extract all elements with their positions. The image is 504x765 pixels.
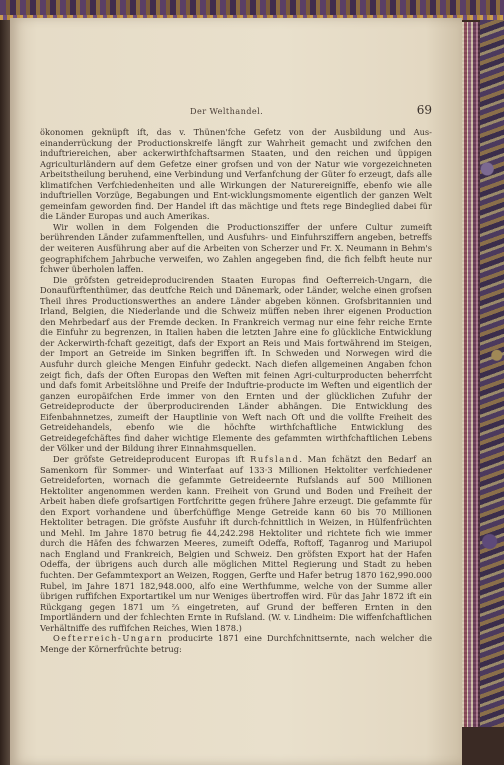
paragraph-text: ökonomen geknüpft ift, das v. Thünen'fche Gefetz von der Ausbildung und Aus-einanderrückung der Productionskreife längft zur Wahrheit gemacht und zwifchen den induftriereichen, aber ackerwirthfchaftsarmen Staaten, und den reichen und üppigen Agriculturländern auf dem Gefetze einer grofsen und von der Natur wie vorgezeichneten Arbeitstheilung beruhend, eine Verbindung und Verfanfchung der Güter fo erzeugt, dafs alle klimatifchen Verfchiedenheiten und alle Wirkungen der Naturereigniffe, ebenfo wie alle induftriellen Vorzüge, Begabungen und Ent-wicklungsmomente eigentlich der ganzen Welt gemeinfam geworden find. Der Handel ift das mächtige und ftets rege Bindeglied dabei für die Länder Europas und auch Amerikas. bbox=[40, 127, 432, 222]
paragraph bbox=[40, 633, 432, 654]
spaced-emphasis: Rufsland bbox=[250, 453, 300, 464]
running-title: Der Welthandel. bbox=[190, 106, 264, 116]
body-text bbox=[40, 127, 432, 654]
paragraph-text: Wir wollen in dem Folgenden die Productionsziffer der unfere Cultur zumeift berührenden Länder zufammenftellen, und Ausfuhrs- und Einfuhrsziffern angeben, betreffs der weiteren Ausführung aber auf die Arbeiten von Scherzer und Fr. X. Neumann in Behm's geographifchem Jahrbuche verweifen, wo Zahlen angegeben find, die fich felbft heute nur fchwer überholen laffen. bbox=[40, 221, 432, 275]
marbled-cover-edge bbox=[480, 20, 504, 765]
page-header bbox=[40, 104, 432, 120]
paragraph bbox=[40, 275, 432, 454]
page-edges bbox=[462, 22, 480, 727]
page-number: 69 bbox=[416, 103, 432, 117]
book-cover-top-edge bbox=[0, 0, 504, 20]
paragraph-text: producirte 1871 eine Durchfchnittsernte, nach welcher die Menge der Körnerfrüchte betrug: bbox=[40, 633, 432, 654]
spaced-emphasis: Oefterreich-Ungarn bbox=[53, 633, 164, 644]
book-bottom-shadow bbox=[462, 727, 504, 765]
book-gutter bbox=[0, 20, 10, 765]
paragraph-text: Die gröfsten getreideproducirenden Staaten Europas find Oefterreich-Ungarn, die Donaufürftenthümer, das deutfche Reich und Dänemark, oder Länder, welche einen grofsen Theil ihres Productionswerthes an andere Länder abgeben können. Grofsbritannien und Irland, Belgien, die Niederlande und die Schweiz müffen neben ihrer eigenen Production den Mehrbedarf aus der Fremde decken. In Frankreich vermag nur eine fehr reiche Ernte die Einfuhr zu begrenzen, in Italien haben die letzten Jahre eine fo glückliche Entwicklung der Ackerwirth-fchaft gezeitigt, dafs der Export an Reis und Mais fortwährend im Steigen, der Import an Getreide im Sinken begriffen ift. In Schweden und Norwegen wird die Ausfuhr durch gleiche Mengen Einfuhr gedeckt. Nach diefen allgemeinen Angaben fchon zeigt fich, dafs der Often Europas den Weften mit feinen Agri-culturproducten beherrfcht und dafs fomit Arbeitslöhne und Preife der Induftrie-producte im Weften und eigentlich der ganzen europäifchen Erde immer von den Ernten und der glücklichen Zufuhr der Getreideproducte der überproducirenden Länder abhängen. Die Entwicklung des Eifenbahnnetzes, zumeift der Hauptlinie von Weft nach Oft und die vollfte Freiheit des Getreidehandels, ebenfo wie die höchfte wirthfchaftliche Entwicklung des Getreidegefchäftes find daher wichtige Elemente des gefammten wirthfchaftlichen Lebens der Völker und der Bildung ihrer Einnahmsquellen. bbox=[40, 274, 432, 454]
paragraph bbox=[40, 127, 432, 222]
paragraph-text: . Man fchätzt den Bedarf an Samenkorn für Sommer- und Winterfaat auf 133·3 Millionen Hektoliter verfchiedener Getreideforten, wornach die gefammte Getreideernte Rufslands auf 500 Millionen Hektoliter angenommen werden kann. Freiheit von Grund und Boden und Freiheit der Arbeit haben diefe grofsartigen Fortfchritte gegen frühere Jahre erzeugt. Die gefammte für den Export vorhandene und überfchüffige Menge Getreide kann 60 bis 70 Millionen Hektoliter betragen. Die gröfste Ausfuhr ift durch-fchnittlich in Weizen, in Hülfenfrüchten und Mehl. Im Jahre 1870 betrug fie 44,242.298 Hektoliter und richtete fich wie immer durch die Häfen des fchwarzen Meeres, zumeift Odeffa, Roftoff, Taganrog und Mariupol nach England und Frankreich, Belgien und Schweiz. Den gröfsten Export hat der Hafen Odeffa, der übrigens auch durch alle möglichen Mittel Regierung und Stadt zu heben fuchten. Der Gefammtexport an Weizen, Roggen, Gerfte und Hafer betrug 1870 162,990.000 Rubel, im Jahre 1871 182,948.000, alfo eine Werthfumme, welche von der Summe aller übrigen ruffifchen Exportartikel um nur Weniges übertroffen wird. Für das Jahr 1872 ift ein Rückgang gegen 1871 um ⅔ eingetreten, auf Grund der befferen Ernten in den Importländern und der fchlechten Ernte in Rufsland. (W. v. Lindheim: Die wiffenfchaftlichen Verhältniffe des ruffifchen Reiches, Wien 1878.) bbox=[40, 453, 432, 633]
paragraph bbox=[40, 222, 432, 275]
paragraph bbox=[40, 454, 432, 633]
paragraph-text: Der gröfste Getreideproducent Europas ift bbox=[53, 453, 251, 464]
